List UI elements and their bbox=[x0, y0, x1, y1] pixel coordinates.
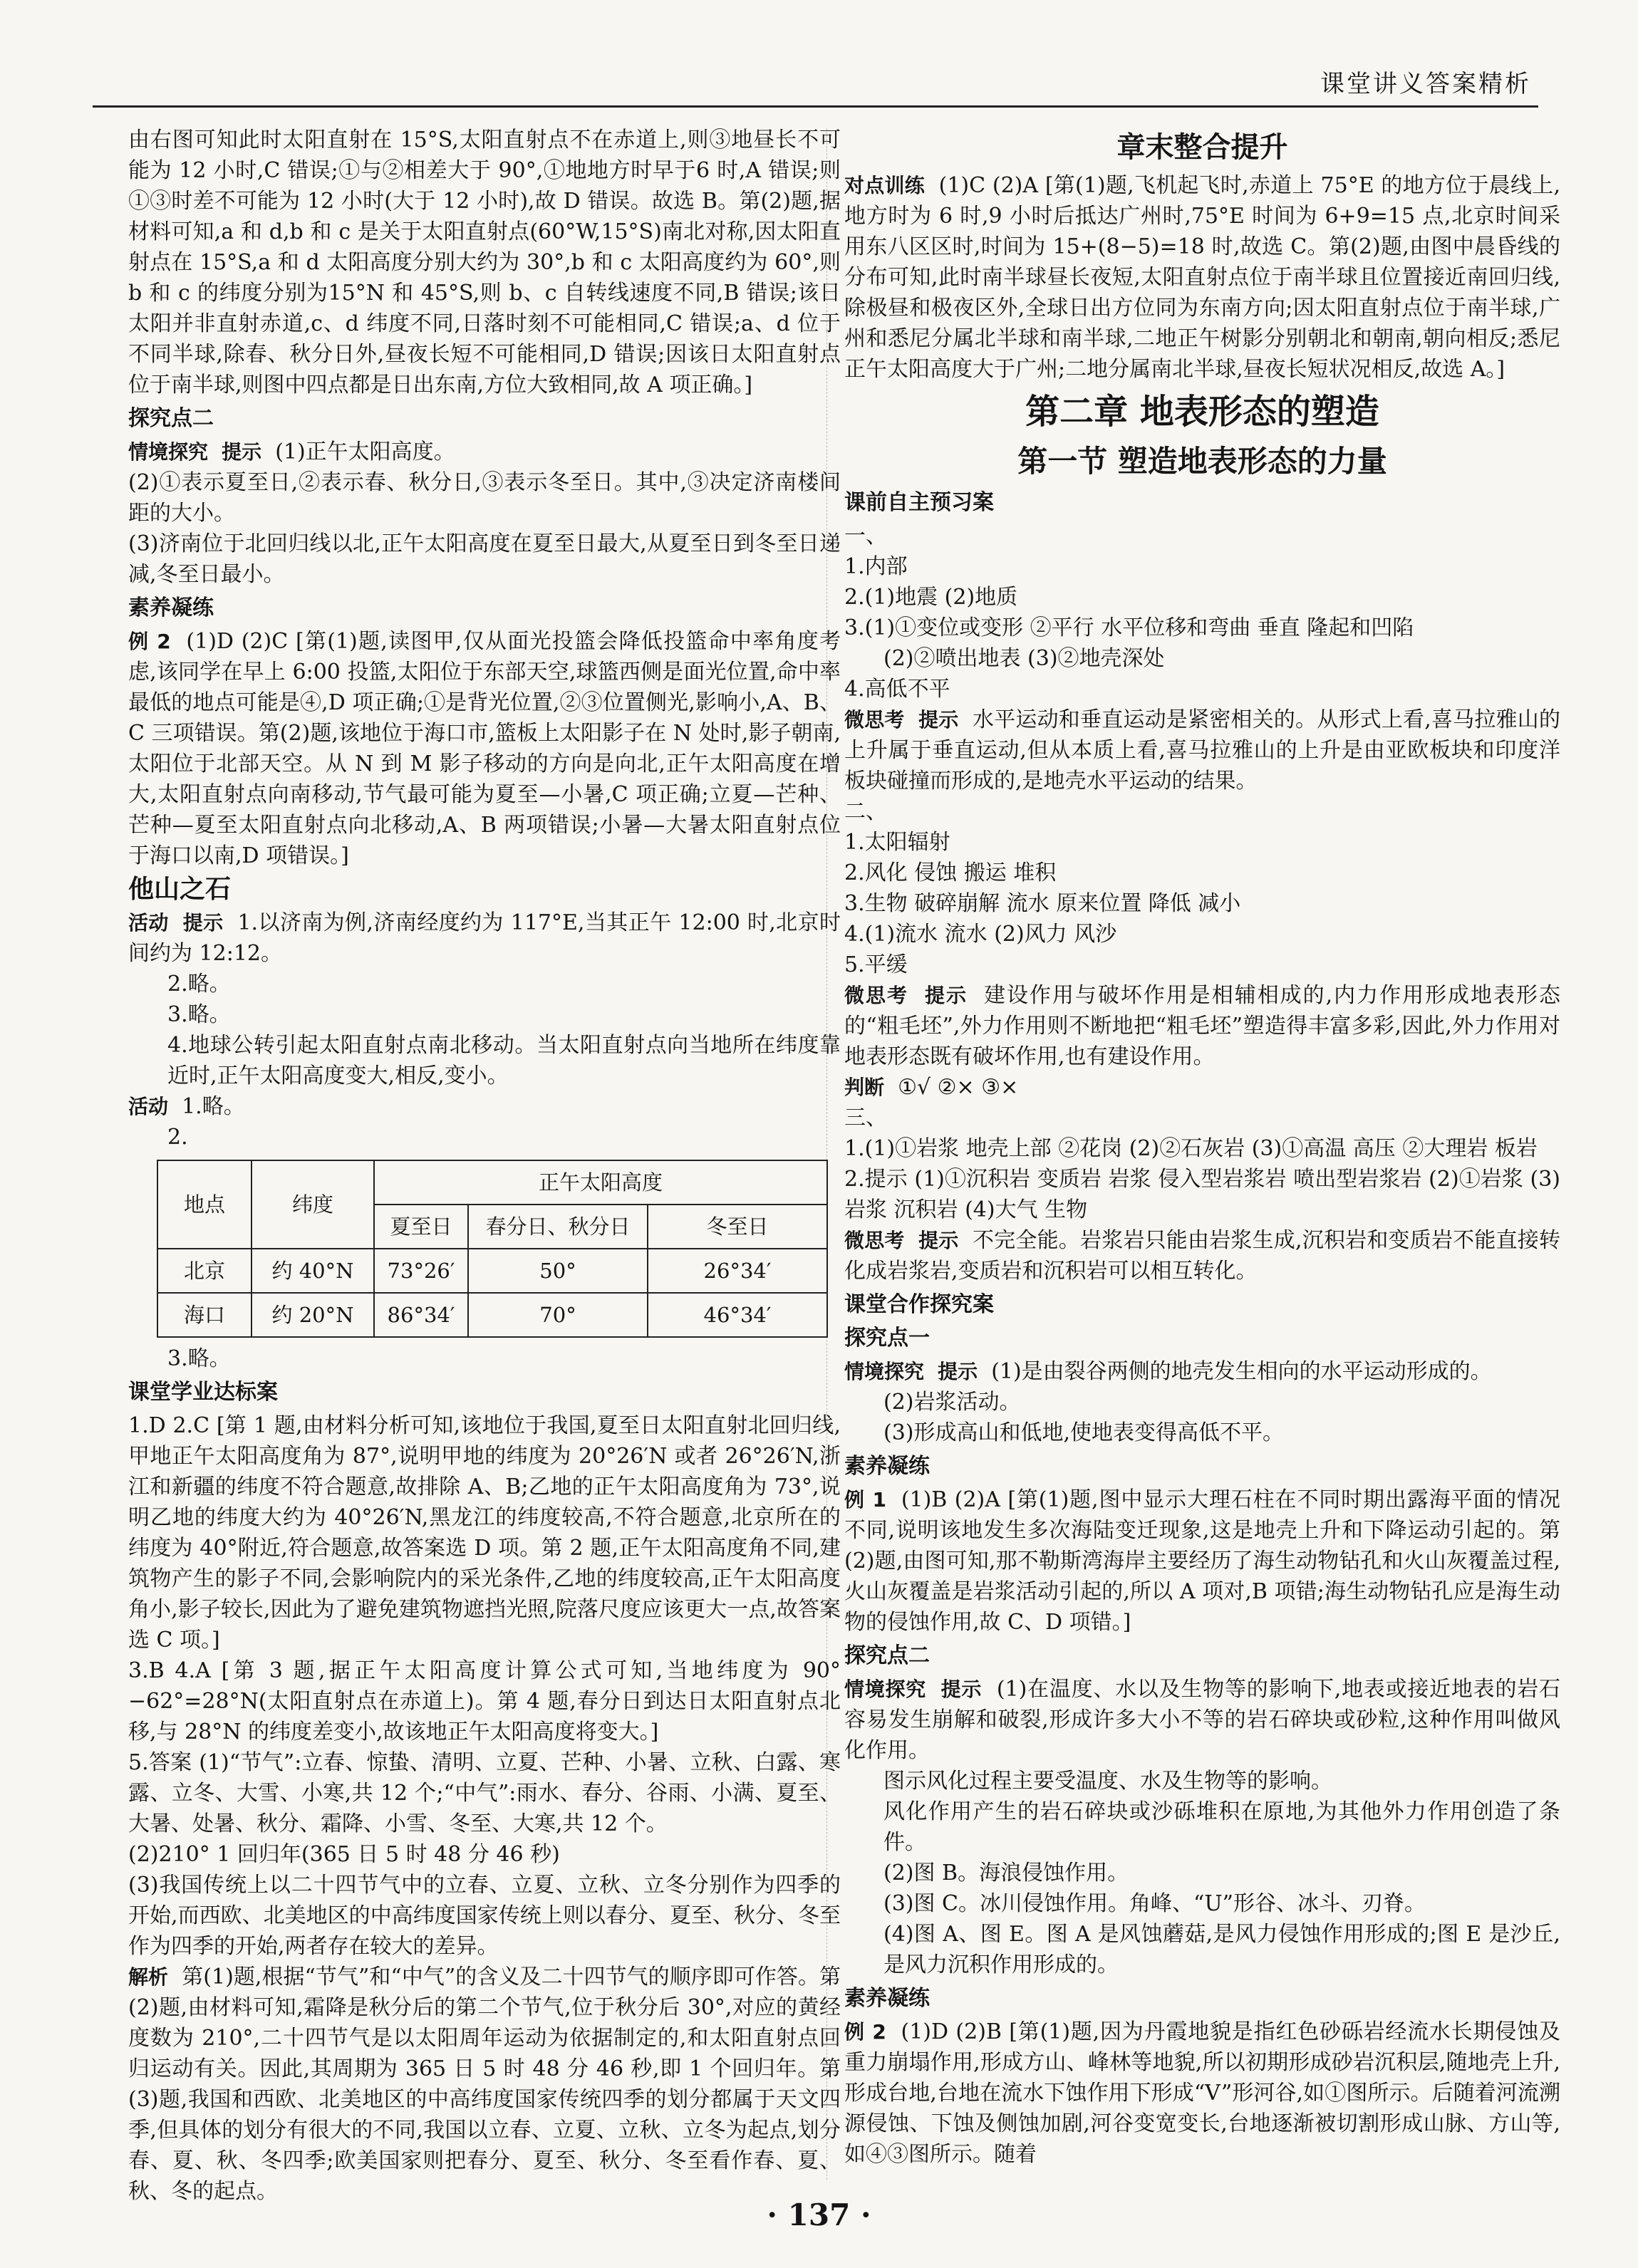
heading-suyang-1: 素养凝练 bbox=[844, 1454, 930, 1479]
duidian bbox=[844, 170, 1560, 385]
heading-tanjiu-1: 探究点一 bbox=[844, 1326, 930, 1351]
heading-tashan: 他山之石 bbox=[128, 875, 232, 904]
heading-suyang: 素养凝练 bbox=[128, 595, 214, 620]
activity-1 bbox=[128, 907, 841, 969]
th-summer: 夏至日 bbox=[374, 1205, 468, 1249]
weisikao-3 bbox=[844, 1225, 1560, 1286]
qingjing-label: 情境探究 bbox=[128, 440, 209, 464]
yi-4: 4.高低不平 bbox=[844, 677, 950, 702]
example-2-label: 例 2 bbox=[128, 630, 171, 653]
er-3: 3.生物 破碎崩解 流水 原来位置 降低 减小 bbox=[844, 891, 1241, 916]
example-2-text: (1)D (2)C [第(1)题,读图甲,仅从面光投篮会降低投篮命中率角度考虑,该同学在早上 6:00 投篮,太阳位于东部天空,球篮西侧是面光位置,命中率最低的地点可能是④,D 项正确;①是背光位置,②③位置侧光,影响小,A、B、C 三项错误。第(2)题,该地位于海口市,篮板上太阳影子在 N 处时,影子朝南,太阳位于北部天空。从 N 到 M 影子移动的方向是向北,正午太阳高度在增大,太阳直射点向南移动,节气最可能为夏至—小暑,C 项正确;立夏—芒种、芒种—夏至太阳直射点向北移动,A、B 两项错误;小暑—大暑太阳直射点位于海口以南,D 项错误。] bbox=[128, 629, 841, 868]
part-yi: 一、 bbox=[844, 524, 887, 548]
qingjing-line bbox=[128, 437, 841, 467]
ketang-5d bbox=[128, 1962, 841, 2207]
example-2-right bbox=[844, 2017, 1560, 2170]
heading-suyang-2: 素养凝练 bbox=[844, 1986, 930, 2011]
th-equinox: 春分日、秋分日 bbox=[468, 1205, 648, 1249]
cell-summer: 73°26′ bbox=[374, 1249, 468, 1293]
th-noon: 正午太阳高度 bbox=[374, 1160, 827, 1205]
header-title: 课堂讲义答案精析 bbox=[1320, 70, 1531, 98]
example-2r-text: (1)D (2)B [第(1)题,因为丹霞地貌是指红色砂砾岩经流水长期侵蚀及重力崩塌作用,形成方山、峰林等地貌,所以初期形成砂岩沉积层,随地壳上升,形成台地,台地在流水下蚀作用下形成“V”形河谷,如①图所示。后随着河流溯源侵蚀、下蚀及侧蚀加剧,河谷变宽变长,台地逐渐被切割形成山脉、方山等,如④③图所示。随着 bbox=[844, 2019, 1560, 2167]
yi-1: 1.内部 bbox=[844, 554, 908, 579]
jiexi-text: 第(1)题,根据“节气”和“中气”的含义及二十四节气的顺序即可作答。第(2)题,由材料可知,霜降是秋分后的第二个节气,位于秋分后 30°,对应的黄经度数为 210°,二十四节气是以太阳周年运动为依据制定的,和太阳直射点回归运动有关。因此,其周期为 365 日 5 时 48 分 46 秒,即 1 个回归年。第(3)题,我国和西欧、北美地区的中高纬度国家传统四季的划分都属于天文四季,但具体的划分有很大的不同,我国以立春、立夏、立秋、立冬为起点,划分春、夏、秋、冬四季;欧美国家则把春分、夏至、秋分、冬至看作春、夏、秋、冬的起点。 bbox=[128, 1965, 841, 2204]
ketang-5c: (3)我国传统上以二十四节气中的立春、立夏、立秋、立冬分别作为四季的开始,而西欧、北美地区的中高纬度国家传统上则以春分、夏至、秋分、冬至作为四季的开始,两者存在较大的差异。 bbox=[128, 1873, 841, 1959]
cell-place: 海口 bbox=[157, 1293, 252, 1337]
qingjing-label: 情境探究 bbox=[844, 1677, 927, 1701]
section-title: 第一节 塑造地表形态的力量 bbox=[1017, 444, 1387, 479]
cell-place: 北京 bbox=[157, 1249, 252, 1293]
answer-q3: (3)济南位于北回归线以北,正午太阳高度在夏至日最大,从夏至日到冬至日递减,冬至日最小。 bbox=[128, 531, 841, 587]
yi-2: 2.(1)地震 (2)地质 bbox=[844, 585, 1018, 610]
tishi-label: 提示 bbox=[222, 440, 262, 464]
qingjing-1-b: (2)岩浆活动。 bbox=[883, 1390, 1021, 1415]
er-5: 5.平缓 bbox=[844, 952, 908, 977]
heading-kqzz: 课前自主预习案 bbox=[844, 490, 994, 515]
activity-label: 活动 bbox=[128, 911, 169, 935]
qingjing-2-e: (3)图 C。冰川侵蚀作用。角峰、“U”形谷、冰斗、刃脊。 bbox=[883, 1891, 1426, 1916]
san-1: 1.(1)①岩浆 地壳上部 ②花岗 (2)②石灰岩 (3)①高温 高压 ②大理岩 板岩 bbox=[844, 1136, 1538, 1161]
er-4: 4.(1)流水 流水 (2)风力 风沙 bbox=[844, 922, 1117, 947]
tishi-label: 提示 bbox=[918, 708, 959, 732]
heading-tanjiu-2-right: 探究点二 bbox=[844, 1643, 930, 1668]
page-number: · 137 · bbox=[767, 2197, 871, 2232]
activity-1-item-1: 1.以济南为例,济南经度约为 117°E,当其正午 12:00 时,北京时间约为 12:12。 bbox=[128, 910, 841, 966]
heading-kthz: 课堂合作探究案 bbox=[844, 1292, 994, 1317]
header-rule bbox=[93, 105, 1538, 108]
activity-1-item-3: 3.略。 bbox=[167, 1002, 231, 1027]
er-2: 2.风化 侵蚀 搬运 堆积 bbox=[844, 860, 1057, 885]
duidian-label: 对点训练 bbox=[844, 174, 926, 197]
qingjing-1-c: (3)形成高山和低地,使地表变得高低不平。 bbox=[883, 1420, 1285, 1445]
cell-equinox: 70° bbox=[468, 1293, 648, 1337]
cell-lat: 约 20°N bbox=[252, 1293, 374, 1337]
weisikao-1-text: 水平运动和垂直运动是紧密相关的。从形式上看,喜马拉雅山的上升属于垂直运动,但从本质上看,喜马拉雅山的上升是由亚欧板块和印度洋板块碰撞而形成的,是地壳水平运动的结果。 bbox=[844, 707, 1560, 794]
cell-equinox: 50° bbox=[468, 1249, 648, 1293]
jiexi-label: 解析 bbox=[128, 1965, 169, 1989]
qingjing-2-b: 图示风化过程主要受温度、水及生物等的影响。 bbox=[883, 1769, 1332, 1794]
chapter-title: 第二章 地表形态的塑造 bbox=[1025, 392, 1379, 432]
left-column bbox=[128, 125, 841, 2207]
example-2r-label: 例 2 bbox=[844, 2020, 886, 2044]
paragraph-intro: 由右图可知此时太阳直射在 15°S,太阳直射点不在赤道上,则③地昼长不可能为 12 小时,C 错误;①与②相差大于 90°,①地地方时早于6 时,A 错误;则①③时差不可能为 12 小时(大于 12 小时),故 D 错误。故选 B。第(2)题,据材料可知,a 和 d,b 和 c 是关于太阳直射点(60°W,15°S)南北对称,因太阳直射点在 15°S,a 和 d 太阳高度分别大约为 30°,b 和 c 太阳高度约为 60°,则 b 和 c 的纬度分别为15°N 和 45°S,则 b、c 自转线速度不同,B 错误;该日太阳并非直射赤道,c、d 纬度不同,日落时刻不可能相同,C 错误;a、d 位于不同半球,除春、秋分日外,昼夜长短不可能相同,D 错误;因该日太阳直射点位于南半球,则图中四点都是日出东南,方位大致相同,故 A 项正确。] bbox=[128, 128, 841, 397]
panduan-text: ①√ ②× ③× bbox=[898, 1075, 1019, 1100]
ketang-1-2: 1.D 2.C [第 1 题,由材料分析可知,该地位于我国,夏至日太阳直射北回归线,甲地正午太阳高度角为 87°,说明甲地的纬度为 20°26′N 或者 26°26′N,浙江和新疆的纬度不符合题意,故排除 A、B;乙地的正午太阳高度角为 73°,说明乙地的纬度大约为 40°26′N,黑龙江的纬度较高,不符合题意,北京所在的纬度为 40°附近,符合题意,故答案选 D 项。第 2 题,正午太阳高度角不同,建筑物产生的影子不同,会影响院内的采光条件,乙地的纬度较高,正午太阳高度角小,影子较长,因此为了避免建筑物遮挡光照,院落尺度应该更大一点,故答案选 C 项。] bbox=[128, 1413, 841, 1653]
example-2 bbox=[128, 626, 841, 871]
weisikao-label: 微思考 bbox=[844, 984, 908, 1007]
th-place: 地点 bbox=[157, 1160, 252, 1249]
er-1: 1.太阳辐射 bbox=[844, 830, 950, 855]
qingjing-1 bbox=[844, 1356, 1560, 1387]
heading-tanjiu-2: 探究点二 bbox=[128, 406, 214, 431]
ketang-5b: (2)210° 1 回归年(365 日 5 时 48 分 46 秒) bbox=[128, 1842, 560, 1867]
qingjing-1-text: (1)是由裂谷两侧的地壳发生相向的水平运动形成的。 bbox=[991, 1359, 1492, 1384]
th-winter: 冬至日 bbox=[648, 1205, 827, 1249]
answer-q1: (1)正午太阳高度。 bbox=[275, 439, 455, 464]
weisikao-2-text: 建设作用与破坏作用是相辅相成的,内力作用形成地表形态的“粗毛坯”,外力作用则不断地把“粗毛坯”塑造得丰富多彩,因此,外力作用对地表形态既有破坏作用,也有建设作用。 bbox=[844, 983, 1560, 1069]
qingjing-2 bbox=[844, 1674, 1560, 1766]
yi-3a: 3.(1)①变位或变形 ②平行 水平位移和弯曲 垂直 隆起和凹陷 bbox=[844, 615, 1414, 640]
example-1 bbox=[844, 1484, 1560, 1638]
qingjing-2-c: 风化作用产生的岩石碎块或沙砾堆积在原地,为其他外力作用创造了条件。 bbox=[883, 1799, 1560, 1855]
activity-2-item-3: 3.略。 bbox=[167, 1346, 231, 1371]
qingjing-2-d: (2)图 B。海浪侵蚀作用。 bbox=[883, 1861, 1129, 1885]
panduan-label: 判断 bbox=[844, 1076, 885, 1099]
tishi-label: 提示 bbox=[918, 1229, 959, 1252]
part-san: 三、 bbox=[844, 1106, 887, 1130]
panduan bbox=[844, 1072, 1560, 1103]
th-lat: 纬度 bbox=[252, 1160, 374, 1249]
weisikao-3-text: 不完全能。岩浆岩只能由岩浆生成,沉积岩和变质岩不能直接转化成岩浆岩,变质岩和沉积岩可以相互转化。 bbox=[844, 1228, 1560, 1284]
example-1-label: 例 1 bbox=[844, 1488, 886, 1512]
duidian-text: (1)C (2)A [第(1)题,飞机起飞时,赤道上 75°E 的地方位于晨线上,地方时为 6 时,9 小时后抵达广州时,75°E 时间为 6+9=15 点,北京时间采用东八区区时,时间为 15+(8−5)=18 时,故选 C。第(2)题,由图中晨昏线的分布可知,此时南半球昼长夜短,太阳直射点位于南半球且位置接近南回归线,除极昼和极夜区外,全球日出方位同为东南方向;因太阳直射点位于南半球,广州和悉尼分属北半球和南半球,二地正午树影分别朝北和朝南,朝向相反;悉尼正午太阳高度大于广州;二地分属南北半球,昼夜长短状况相反,故选 A。] bbox=[844, 173, 1560, 382]
cell-summer: 86°34′ bbox=[374, 1293, 468, 1337]
right-column bbox=[844, 125, 1560, 2170]
table-row bbox=[157, 1249, 827, 1293]
activity-2-item-1: 1.略。 bbox=[182, 1094, 245, 1119]
weisikao-label: 微思考 bbox=[844, 1229, 905, 1252]
tishi-label: 提示 bbox=[940, 1677, 983, 1701]
weisikao-label: 微思考 bbox=[844, 708, 905, 732]
heading-ketang: 课堂学业达标案 bbox=[128, 1380, 278, 1405]
tishi-label: 提示 bbox=[938, 1360, 978, 1383]
chapter-summary-title: 章末整合提升 bbox=[1116, 131, 1288, 164]
weisikao-1 bbox=[844, 704, 1560, 796]
answer-q2: (2)①表示夏至日,②表示春、秋分日,③表示冬至日。其中,③决定济南楼间距的大小。 bbox=[128, 470, 841, 526]
page-header bbox=[0, 0, 1638, 114]
yi-3b: (2)②喷出地表 (3)②地壳深处 bbox=[883, 646, 1165, 671]
activity-label: 活动 bbox=[128, 1095, 169, 1118]
activity-1-item-2: 2.略。 bbox=[167, 972, 231, 997]
ketang-3-4: 3.B 4.A [第 3 题,据正午太阳高度计算公式可知,当地纬度为 90°−62°=28°N(太阳直射点在赤道上)。第 4 题,春分日到达日太阳直射点北移,与 28°N 的纬度差变小,故该地正午太阳高度将变大。] bbox=[128, 1658, 841, 1744]
tishi-label: 提示 bbox=[182, 911, 224, 935]
cell-winter: 26°34′ bbox=[648, 1249, 827, 1293]
activity-2 bbox=[128, 1091, 841, 1122]
qingjing-2-f: (4)图 A、图 E。图 A 是风蚀蘑菇,是风力侵蚀作用形成的;图 E 是沙丘,是风力沉积作用形成的。 bbox=[883, 1922, 1560, 1977]
weisikao-2 bbox=[844, 980, 1560, 1072]
san-2: 2.提示 (1)①沉积岩 变质岩 岩浆 侵入型岩浆岩 喷出型岩浆岩 (2)①岩浆 (3)岩浆 沉积岩 (4)大气 生物 bbox=[844, 1167, 1560, 1222]
qingjing-label: 情境探究 bbox=[844, 1360, 925, 1383]
tishi-label: 提示 bbox=[924, 984, 968, 1007]
example-1-text: (1)B (2)A [第(1)题,图中显示大理石柱在不同时期出露海平面的情况不同,说明该地发生多次海陆变迁现象,这是地壳上升和下降运动引起的。第(2)题,由图可知,那不勒斯湾海岸主要经历了海生动物钻孔和火山灰覆盖过程,火山灰覆盖是岩浆活动引起的,所以 A 项对,B 项错;海生动物钻孔应是海生动物的侵蚀作用,故 C、D 项错。] bbox=[844, 1487, 1560, 1635]
table-row bbox=[157, 1293, 827, 1337]
cell-winter: 46°34′ bbox=[648, 1293, 827, 1337]
noon-sun-table bbox=[157, 1160, 828, 1338]
activity-2-item-2: 2. bbox=[167, 1125, 188, 1150]
activity-1-item-4: 4.地球公转引起太阳直射点南北移动。当太阳直射点向当地所在纬度靠近时,正午太阳高度变大,相反,变小。 bbox=[167, 1033, 841, 1088]
cell-lat: 约 40°N bbox=[252, 1249, 374, 1293]
ketang-5a: 5.答案 (1)“节气”:立春、惊蛰、清明、立夏、芒种、小暑、立秋、白露、寒露、立冬、大雪、小寒,共 12 个;“中气”:雨水、春分、谷雨、小满、夏至、大暑、处暑、秋分、霜降、小雪、冬至、大寒,共 12 个。 bbox=[128, 1750, 841, 1836]
part-er: 二、 bbox=[844, 799, 887, 824]
qingjing-2-text: (1)在温度、水以及生物等的影响下,地表或接近地表的岩石容易发生崩解和破裂,形成许多大小不等的岩石碎块或砂粒,这种作用叫做风化作用。 bbox=[844, 1677, 1560, 1763]
